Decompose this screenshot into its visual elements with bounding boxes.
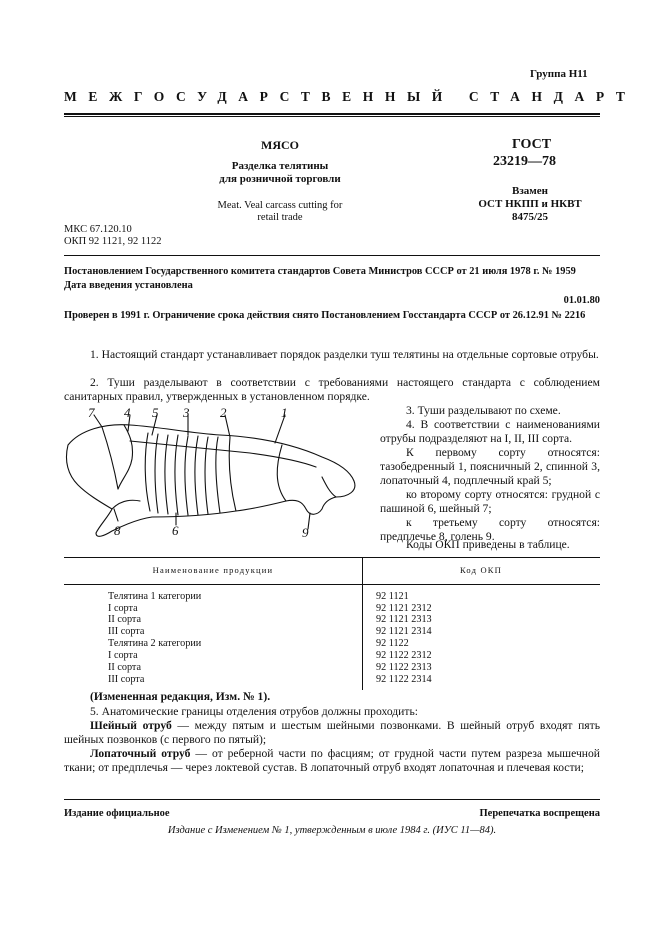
replaces-line3: 8475/25 — [511, 211, 549, 223]
table-row-code: 92 1122 2312 — [376, 650, 432, 661]
label-cut-7: 7 — [88, 405, 95, 420]
paragraph-4a: К первому сорту относятся: тазобедренный 1, поясничный 2, спинной 3, лопаточный 4, подплечный край 5; — [380, 446, 600, 487]
label-cut-2: 2 — [220, 405, 227, 420]
veal-carcass-diagram — [60, 405, 370, 550]
table-top-rule — [64, 557, 600, 558]
amended-note: (Измененная редакция, Изм. № 1). — [90, 690, 271, 703]
english-title-1: Meat. Veal carcass cutting for — [217, 200, 343, 211]
official-edition: Издание официальное — [64, 808, 170, 819]
reprint-notice: Перепечатка воспрещена — [479, 808, 600, 819]
doc-title: МЯСО — [261, 138, 299, 152]
paragraph-5b — [64, 747, 600, 775]
rump-cut-line — [277, 445, 286, 501]
okp-code: ОКП 92 1121, 92 1122 — [64, 236, 162, 247]
table-row-code: 92 1121 2313 — [376, 614, 432, 625]
label-cut-4: 4 — [124, 405, 131, 420]
doc-subtitle-1: Разделка телятины — [231, 160, 329, 172]
rib-line-2 — [155, 434, 158, 513]
paragraph-4d: Коды ОКП приведены в таблице. — [406, 538, 570, 551]
header-rule — [64, 113, 600, 115]
doc-subtitle-2: для розничной торговли — [219, 173, 341, 185]
hindshank-cut-line — [322, 477, 336, 497]
decree-line: Постановлением Государственного комитета стандартов Совета Министров СССР от 21 июля 1978 г. № 1959 — [64, 266, 576, 277]
replaces-line2: ОСТ НКПП и НКВТ — [478, 198, 582, 210]
table-header-product: Наименование продукции — [152, 565, 274, 575]
table-header-rule — [64, 584, 600, 585]
table-column-divider — [362, 557, 363, 690]
table-row-name: II сорта — [108, 662, 142, 673]
leader-7 — [94, 415, 102, 427]
table-row-name: Телятина 1 категории — [108, 591, 202, 602]
table-row-code: 92 1121 2312 — [376, 603, 432, 614]
foreshank-cut-line — [112, 500, 140, 509]
shoulder-cut-definition: — от реберной части по фасциям; от грудной части путем разреза мышечной ткани; от предплечья — через локтевой сустав. В лопаточный отруб входят лопаточная и плечевая кости; — [64, 747, 600, 774]
label-cut-1: 1 — [281, 405, 288, 420]
introduction-date: 01.01.80 — [563, 295, 600, 306]
paragraph-1: 1. Настоящий стандарт устанавливает порядок разделки туш телятины на отдельные сортовые отрубы. — [90, 348, 599, 361]
carcass-outline — [66, 425, 354, 537]
label-cut-6: 6 — [172, 523, 179, 538]
loin-cut-line — [229, 437, 236, 511]
paragraph-4: 4. В соответствии с наименованиями отрубы подразделяют на I, II, III сорта. — [380, 418, 600, 445]
rib-line-1 — [145, 433, 150, 511]
label-cut-8: 8 — [114, 523, 121, 538]
header-rule-thin — [64, 116, 600, 117]
standard-banner: МЕЖГОСУДАРСТВЕННЫЙ СТАНДАРТ — [64, 89, 637, 104]
table-row-name: II сорта — [108, 614, 142, 625]
table-row-code: 92 1122 — [376, 638, 409, 649]
gost-label: ГОСТ — [512, 137, 552, 152]
table-row-name: III сорта — [108, 626, 145, 637]
label-cut-3: 3 — [183, 405, 190, 420]
table-header-code: Код ОКП — [459, 565, 503, 575]
paragraph-4b: ко второму сорту относятся: грудной с пашиной 6, шейный 7; — [380, 488, 600, 515]
table-row-code: 92 1121 2314 — [376, 626, 432, 637]
paragraph-5: 5. Анатомические границы отделения отрубов должны проходить: — [90, 705, 418, 718]
term-shoulder-cut: Лопаточный отруб — [90, 747, 191, 760]
rib-line-3 — [165, 435, 168, 514]
leader-8 — [114, 509, 118, 521]
title-rule — [64, 255, 600, 256]
paragraph-2: 2. Туши разделывают в соответствии с требованиями настоящего стандарта с соблюдением санитарных правил, утвержденных в установленном порядке. — [64, 376, 600, 403]
table-row-name: III сорта — [108, 674, 145, 685]
table-row-code: 92 1122 2313 — [376, 662, 432, 673]
shoulder-cut-line — [118, 425, 133, 489]
table-row-name: I сорта — [108, 650, 138, 661]
gost-number: 23219—78 — [493, 154, 556, 169]
table-row-code: 92 1121 — [376, 591, 409, 602]
rib-line-5 — [185, 436, 188, 515]
group-label: Группа Н11 — [530, 68, 588, 80]
paragraph-5a — [64, 719, 600, 747]
rib-line-4 — [175, 435, 178, 515]
replaces-label: Взамен — [512, 185, 548, 197]
footer-rule — [64, 799, 600, 800]
rib-line-8 — [216, 437, 220, 513]
introduction-date-label: Дата введения установлена — [64, 280, 193, 291]
checked-line: Проверен в 1991 г. Ограничение срока действия снято Постановлением Госстандарта СССР от 26.12.91 № 2216 — [64, 310, 586, 321]
paragraph-3: 3. Туши разделывают по схеме. — [406, 404, 561, 417]
label-cut-9: 9 — [302, 525, 309, 540]
paragraph-4c: к третьему сорту относятся: предплечье 8, голень 9. — [380, 516, 600, 543]
term-neck-cut: Шейный отруб — [90, 719, 172, 732]
neck-cut-line — [102, 427, 118, 489]
table-row-name: I сорта — [108, 603, 138, 614]
edition-note: Издание с Изменением № 1, утвержденным в июле 1984 г. (ИУС 11—84). — [167, 825, 497, 836]
english-title-2: retail trade — [257, 212, 303, 223]
table-row-name: Телятина 2 категории — [108, 638, 202, 649]
mks-code: МКС 67.120.10 — [64, 224, 132, 235]
neck-cut-definition: — между пятым и шестым шейными позвонками. В шейный отруб входят пять шейных позвонков (с первого по пятый); — [64, 719, 600, 746]
label-cut-5: 5 — [152, 405, 159, 420]
table-row-code: 92 1122 2314 — [376, 674, 432, 685]
